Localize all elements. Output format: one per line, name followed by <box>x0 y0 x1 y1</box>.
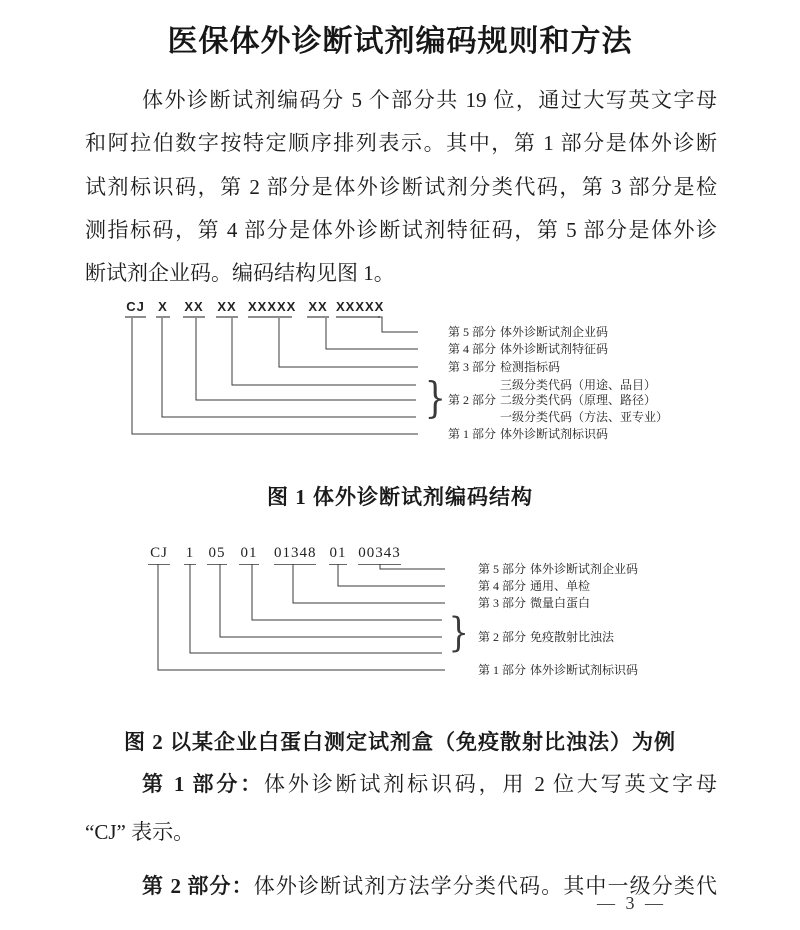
code-segment: XX <box>216 299 238 318</box>
code-segment: CJ <box>148 545 170 565</box>
part-desc: 通用、单检 <box>530 579 591 593</box>
part-label: 第 2 部分 <box>478 630 527 644</box>
part-desc: 体外诊断试剂标识码 <box>500 427 609 441</box>
part-desc: 免疫散射比浊法 <box>530 630 615 644</box>
paragraph-line: 试剂标识码，第 2 部分是体外诊断试剂分类代码，第 3 部分是检 <box>85 174 717 199</box>
code-segment: XXXXX <box>336 299 380 318</box>
part-desc: 体外诊断试剂特征码 <box>500 342 609 356</box>
paragraph-text: 体外诊断试剂方法学分类代码。其中一级分类代 <box>253 874 718 898</box>
part-desc: 体外诊断试剂企业码 <box>530 562 639 576</box>
figure2-example-diagram <box>130 543 790 703</box>
part-label: 第 5 部分 <box>448 325 497 339</box>
code-segment: XX <box>183 299 205 318</box>
part-desc: 微量白蛋白 <box>530 596 591 610</box>
paragraph-line: 体外诊断试剂编码分 5 个部分共 19 位，通过大写英文字母 <box>142 88 717 112</box>
part-desc: 一级分类代码（方法、亚专业） <box>500 410 669 424</box>
page-title: 医保体外诊断试剂编码规则和方法 <box>167 25 633 58</box>
part-label: 第 3 部分 <box>478 596 527 610</box>
paragraph-lead: 第 1 部分： <box>142 772 265 796</box>
part-desc: 二级分类代码（原理、路径） <box>500 393 657 407</box>
part-label: 第 4 部分 <box>478 579 527 593</box>
part-label: 第 5 部分 <box>478 562 527 576</box>
figure1-brace: } <box>424 373 447 422</box>
part-label: 第 1 部分 <box>478 663 527 677</box>
paragraph-text: 体外诊断试剂标识码，用 2 位大写英文字母 <box>264 772 718 796</box>
paragraph-line: “CJ” 表示。 <box>85 820 195 845</box>
part-desc: 三级分类代码（用途、品目） <box>500 378 657 392</box>
paragraph-lead: 第 2 部分： <box>142 874 254 898</box>
code-segment: XX <box>307 299 329 318</box>
code-segment: 1 <box>184 545 196 565</box>
part-label: 第 3 部分 <box>448 360 497 374</box>
part-desc: 体外诊断试剂企业码 <box>500 325 609 339</box>
body-paragraph-2 <box>85 763 717 855</box>
figure1-coding-structure-diagram <box>110 297 770 462</box>
part-desc: 体外诊断试剂标识码 <box>530 663 639 677</box>
code-segment: 05 <box>207 545 227 565</box>
code-segment: 01 <box>239 545 259 565</box>
code-segment: CJ <box>125 299 146 318</box>
page-number: — 3 — <box>597 893 666 913</box>
code-segment: XXXXX <box>248 299 292 318</box>
paragraph-line <box>85 763 717 806</box>
figure1-caption: 图 1 体外诊断试剂编码结构 <box>267 485 533 509</box>
code-segment: 01 <box>329 545 347 565</box>
body-paragraph-1 <box>85 79 717 295</box>
code-segment: 01348 <box>274 545 316 565</box>
paragraph-line: 断试剂企业码。编码结构见图 1。 <box>85 261 395 286</box>
part-desc: 检测指标码 <box>500 360 561 374</box>
part-label: 第 4 部分 <box>448 342 497 356</box>
part-label: 第 2 部分 <box>448 393 497 407</box>
figure2-caption: 图 2 以某企业白蛋白测定试剂盒（免疫散射比浊法）为例 <box>124 730 676 754</box>
figure2-brace: } <box>448 610 469 656</box>
paragraph-line: 测指标码，第 4 部分是体外诊断试剂特征码，第 5 部分是体外诊 <box>85 217 717 242</box>
paragraph-line: 和阿拉伯数字按特定顺序排列表示。其中，第 1 部分是体外诊断 <box>85 131 717 156</box>
code-segment: X <box>156 299 170 318</box>
part-label: 第 1 部分 <box>448 427 497 441</box>
code-segment: 00343 <box>358 545 401 565</box>
